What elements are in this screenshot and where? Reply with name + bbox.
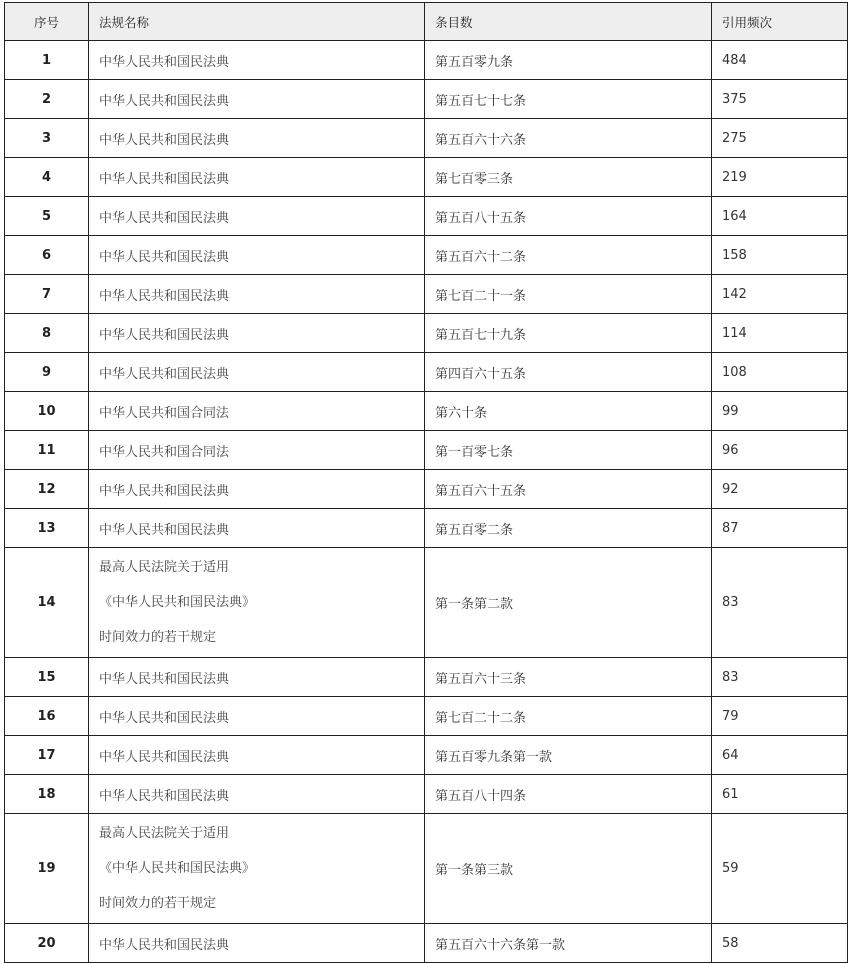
- header-frequency: 引用频次: [712, 3, 848, 41]
- law-name-line: 中华人民共和国合同法: [99, 405, 230, 421]
- frequency-cell: 61: [712, 775, 848, 814]
- law-name-cell: [89, 431, 425, 470]
- article-cell: 第五百六十二条: [425, 236, 712, 275]
- law-name-cell: [89, 736, 425, 775]
- frequency-cell: 87: [712, 509, 848, 548]
- frequency-cell: 158: [712, 236, 848, 275]
- row-index: 17: [5, 736, 89, 775]
- header-law-name: 法规名称: [89, 3, 425, 41]
- table-row: [5, 431, 848, 470]
- law-name-cell: [89, 275, 425, 314]
- table-row: [5, 509, 848, 548]
- law-name-line: 中华人民共和国民法典: [99, 522, 230, 538]
- row-index: 14: [5, 548, 89, 658]
- table-row: [5, 775, 848, 814]
- law-name-line: 中华人民共和国民法典: [99, 749, 230, 765]
- article-cell: 第五百八十四条: [425, 775, 712, 814]
- table-row: [5, 119, 848, 158]
- table-row: [5, 658, 848, 697]
- article-cell: 第五百八十五条: [425, 197, 712, 236]
- law-name-line: 中华人民共和国民法典: [99, 327, 230, 343]
- frequency-cell: 83: [712, 658, 848, 697]
- article-cell: 第五百六十六条: [425, 119, 712, 158]
- law-name-line: 《中华人民共和国民法典》: [99, 595, 256, 610]
- frequency-cell: 79: [712, 697, 848, 736]
- law-name-line: 中华人民共和国民法典: [99, 171, 230, 187]
- row-index: 9: [5, 353, 89, 392]
- law-name-line: 时间效力的若干规定: [99, 630, 217, 645]
- table-row: [5, 158, 848, 197]
- frequency-cell: 83: [712, 548, 848, 658]
- law-name-cell: [89, 119, 425, 158]
- article-cell: 第七百二十二条: [425, 697, 712, 736]
- frequency-cell: 275: [712, 119, 848, 158]
- row-index: 18: [5, 775, 89, 814]
- row-index: 2: [5, 80, 89, 119]
- law-name-line: 中华人民共和国民法典: [99, 366, 230, 382]
- law-name-cell: [89, 775, 425, 814]
- article-cell: 第五百六十六条第一款: [425, 924, 712, 963]
- table-row: [5, 353, 848, 392]
- article-cell: 第五百零九条: [425, 41, 712, 80]
- table-row: [5, 41, 848, 80]
- law-name-line: 中华人民共和国民法典: [99, 483, 230, 499]
- law-name-line: 中华人民共和国民法典: [99, 288, 230, 304]
- table-row: [5, 314, 848, 353]
- law-name-cell: [89, 41, 425, 80]
- law-name-cell: [89, 509, 425, 548]
- frequency-cell: 375: [712, 80, 848, 119]
- law-name-cell: [89, 697, 425, 736]
- table-header: [5, 3, 848, 41]
- frequency-cell: 64: [712, 736, 848, 775]
- row-index: 8: [5, 314, 89, 353]
- row-index: 7: [5, 275, 89, 314]
- article-cell: 第七百零三条: [425, 158, 712, 197]
- law-name-cell: [89, 924, 425, 963]
- frequency-cell: 92: [712, 470, 848, 509]
- law-name-line: 中华人民共和国民法典: [99, 210, 230, 226]
- law-name-cell: [89, 197, 425, 236]
- frequency-cell: 142: [712, 275, 848, 314]
- article-cell: 第五百零二条: [425, 509, 712, 548]
- table-body: [5, 41, 848, 963]
- table-row: [5, 392, 848, 431]
- law-name-line: 中华人民共和国民法典: [99, 710, 230, 726]
- article-cell: 第一条第三款: [425, 814, 712, 924]
- header-article: 条目数: [425, 3, 712, 41]
- law-name-line: 时间效力的若干规定: [99, 896, 217, 911]
- article-cell: 第七百二十一条: [425, 275, 712, 314]
- table-row: [5, 736, 848, 775]
- law-name-line: 中华人民共和国民法典: [99, 132, 230, 148]
- article-cell: 第一百零七条: [425, 431, 712, 470]
- citation-frequency-table: [4, 2, 848, 963]
- row-index: 5: [5, 197, 89, 236]
- header-row: [5, 3, 848, 41]
- row-index: 12: [5, 470, 89, 509]
- article-cell: 第五百七十七条: [425, 80, 712, 119]
- row-index: 15: [5, 658, 89, 697]
- law-name-line: 中华人民共和国民法典: [99, 54, 230, 70]
- article-cell: 第五百零九条第一款: [425, 736, 712, 775]
- frequency-cell: 58: [712, 924, 848, 963]
- row-index: 16: [5, 697, 89, 736]
- row-index: 11: [5, 431, 89, 470]
- law-name-line: 中华人民共和国合同法: [99, 444, 230, 460]
- law-name-cell: [89, 392, 425, 431]
- row-index: 6: [5, 236, 89, 275]
- article-cell: 第五百六十三条: [425, 658, 712, 697]
- frequency-cell: 114: [712, 314, 848, 353]
- frequency-cell: 99: [712, 392, 848, 431]
- article-cell: 第六十条: [425, 392, 712, 431]
- law-name-cell: [89, 80, 425, 119]
- row-index: 20: [5, 924, 89, 963]
- law-name-cell: [89, 658, 425, 697]
- table-row: [5, 697, 848, 736]
- row-index: 10: [5, 392, 89, 431]
- row-index: 4: [5, 158, 89, 197]
- table-row: [5, 80, 848, 119]
- frequency-cell: 484: [712, 41, 848, 80]
- law-name-line: 《中华人民共和国民法典》: [99, 861, 256, 876]
- law-name-line: 中华人民共和国民法典: [99, 249, 230, 265]
- law-name-line: 中华人民共和国民法典: [99, 937, 230, 953]
- citation-table-container: [4, 2, 848, 963]
- article-cell: 第五百七十九条: [425, 314, 712, 353]
- law-name-cell: [89, 470, 425, 509]
- frequency-cell: 108: [712, 353, 848, 392]
- law-name-cell: [89, 548, 425, 658]
- law-name-line: 最高人民法院关于适用: [99, 560, 230, 575]
- frequency-cell: 96: [712, 431, 848, 470]
- law-name-cell: [89, 353, 425, 392]
- frequency-cell: 59: [712, 814, 848, 924]
- law-name-cell: [89, 236, 425, 275]
- row-index: 13: [5, 509, 89, 548]
- law-name-line: 中华人民共和国民法典: [99, 671, 230, 687]
- table-row: [5, 814, 848, 924]
- article-cell: 第一条第二款: [425, 548, 712, 658]
- law-name-cell: [89, 158, 425, 197]
- table-row: [5, 924, 848, 963]
- row-index: 19: [5, 814, 89, 924]
- row-index: 1: [5, 41, 89, 80]
- row-index: 3: [5, 119, 89, 158]
- article-cell: 第五百六十五条: [425, 470, 712, 509]
- table-row: [5, 548, 848, 658]
- table-row: [5, 470, 848, 509]
- table-row: [5, 236, 848, 275]
- law-name-line: 中华人民共和国民法典: [99, 788, 230, 804]
- table-row: [5, 197, 848, 236]
- law-name-cell: [89, 314, 425, 353]
- law-name-cell: [89, 814, 425, 924]
- header-index: 序号: [5, 3, 89, 41]
- law-name-line: 最高人民法院关于适用: [99, 826, 230, 841]
- frequency-cell: 219: [712, 158, 848, 197]
- table-row: [5, 275, 848, 314]
- frequency-cell: 164: [712, 197, 848, 236]
- law-name-line: 中华人民共和国民法典: [99, 93, 230, 109]
- article-cell: 第四百六十五条: [425, 353, 712, 392]
